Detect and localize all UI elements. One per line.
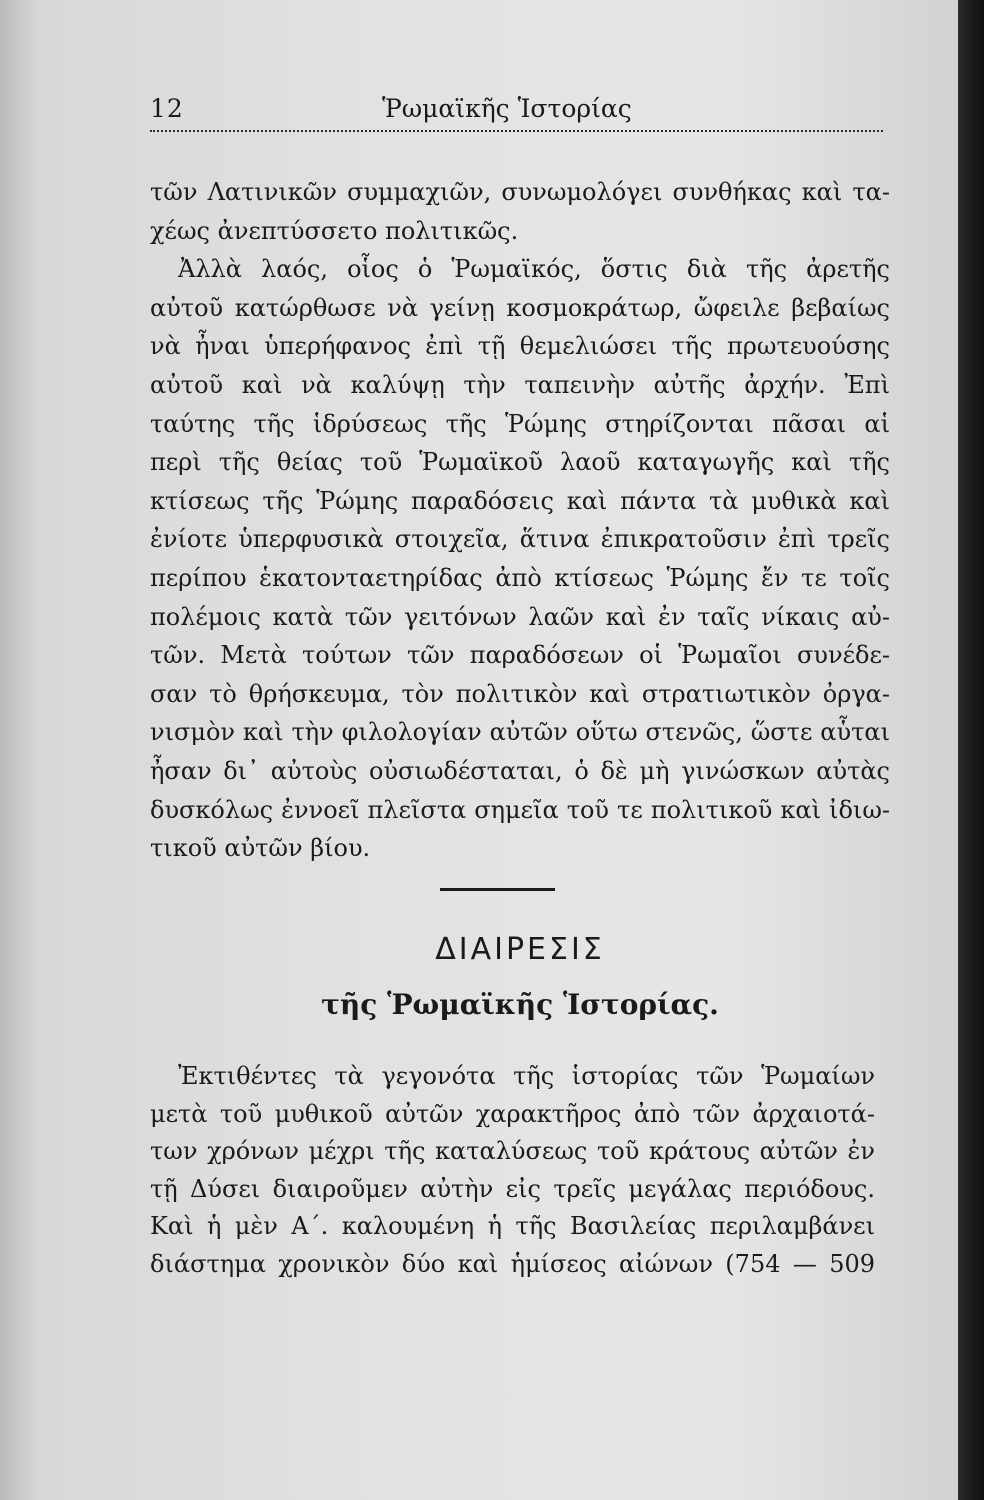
- text-line: Ἀλλὰ λαός, οἷος ὁ Ῥωμαϊκός, ὅστις διὰ τῆς ἀρετῆς: [178, 255, 890, 284]
- page-number: 12: [150, 94, 184, 123]
- text-line: χέως ἀνεπτύσσετο πολιτικῶς.: [150, 216, 519, 245]
- running-head: [150, 86, 883, 132]
- text-line: Καὶ ἡ μὲν Α΄. καλουμένη ἡ τῆς Βασιλείας περιλαμβάνει: [150, 1212, 875, 1240]
- running-title: Ῥωμαϊκῆς Ἱστορίας: [382, 94, 632, 123]
- section-subtitle: τῆς Ῥωμαϊκῆς Ἱστορίας.: [321, 988, 719, 1021]
- text-line: τῶν. Μετὰ τούτων τῶν παραδόσεων οἱ Ῥωμαῖοι συνέδε-: [150, 641, 890, 670]
- text-line: διάστημα χρονικὸν δύο καὶ ἡμίσεος αἰώνων (754 — 509: [150, 1249, 875, 1278]
- text-line: μετὰ τοῦ μυθικοῦ αὐτῶν χαρακτῆρος ἀπὸ τῶν ἀρχαιοτά-: [150, 1099, 875, 1128]
- text-line: περίπου ἑκατονταετηρίδας ἀπὸ κτίσεως Ῥώμης ἔν τε τοῖς: [150, 563, 890, 592]
- section-title: ΔΙΑΙΡΕΣΙΣ: [435, 932, 605, 967]
- text-line: Ἐκτιθέντες τὰ γεγονότα τῆς ἱστορίας τῶν Ῥωμαίων: [178, 1062, 875, 1090]
- text-line: περὶ τῆς θείας τοῦ Ῥωμαϊκοῦ λαοῦ καταγωγῆς καὶ τῆς: [150, 448, 890, 477]
- text-line: νισμὸν καὶ τὴν φιλολογίαν αὐτῶν οὕτω στενῶς, ὥστε αὗται: [150, 718, 890, 747]
- section-paragraph: [150, 1058, 875, 1283]
- text-line: δυσκόλως ἐννοεῖ πλεῖστα σημεῖα τοῦ τε πολιτικοῦ καὶ ἰδιω-: [150, 795, 890, 824]
- text-line: κτίσεως τῆς Ῥώμης παραδόσεις καὶ πάντα τὰ μυθικὰ καὶ: [150, 486, 890, 515]
- text-line: ἦσαν δι᾿ αὐτοὺς οὐσιωδέσταται, ὁ δὲ μὴ γινώσκων αὐτὰς: [150, 756, 890, 785]
- text-line: τικοῦ αὐτῶν βίου.: [150, 834, 371, 863]
- text-line: ταύτης τῆς ἱδρύσεως τῆς Ῥώμης στηρίζονται πᾶσαι αἱ: [150, 409, 890, 438]
- text-line: πολέμοις κατὰ τῶν γειτόνων λαῶν καὶ ἐν ταῖς νίκαις αὐ-: [150, 602, 890, 631]
- section-divider: [440, 888, 555, 891]
- book-spine-shadow: [958, 0, 984, 1500]
- text-line: αὐτοῦ καὶ νὰ καλύψῃ τὴν ταπεινὴν αὐτῆς ἀρχήν. Ἐπὶ: [150, 370, 890, 399]
- body-paragraphs: [150, 173, 890, 868]
- text-line: ἐνίοτε ὑπερφυσικὰ στοιχεῖα, ἅτινα ἐπικρατοῦσιν ἐπὶ τρεῖς: [150, 525, 890, 554]
- text-line: των χρόνων μέχρι τῆς καταλύσεως τοῦ κράτους αὐτῶν ἐν: [150, 1137, 875, 1165]
- text-line: τῇ Δύσει διαιροῦμεν αὐτὴν εἰς τρεῖς μεγάλας περιόδους.: [150, 1174, 875, 1203]
- text-line: τῶν Λατινικῶν συμμαχιῶν, συνωμολόγει συνθήκας καὶ τα-: [150, 178, 890, 206]
- text-line: νὰ ἦναι ὑπερήφανος ἐπὶ τῇ θεμελιώσει τῆς πρωτευούσης: [150, 332, 890, 361]
- text-line: σαν τὸ θρήσκευμα, τὸν πολιτικὸν καὶ στρατιωτικὸν ὀργα-: [150, 679, 890, 708]
- text-line: αὐτοῦ κατώρθωσε νὰ γείνῃ κοσμοκράτωρ, ὤφειλε βεβαίως: [150, 293, 890, 322]
